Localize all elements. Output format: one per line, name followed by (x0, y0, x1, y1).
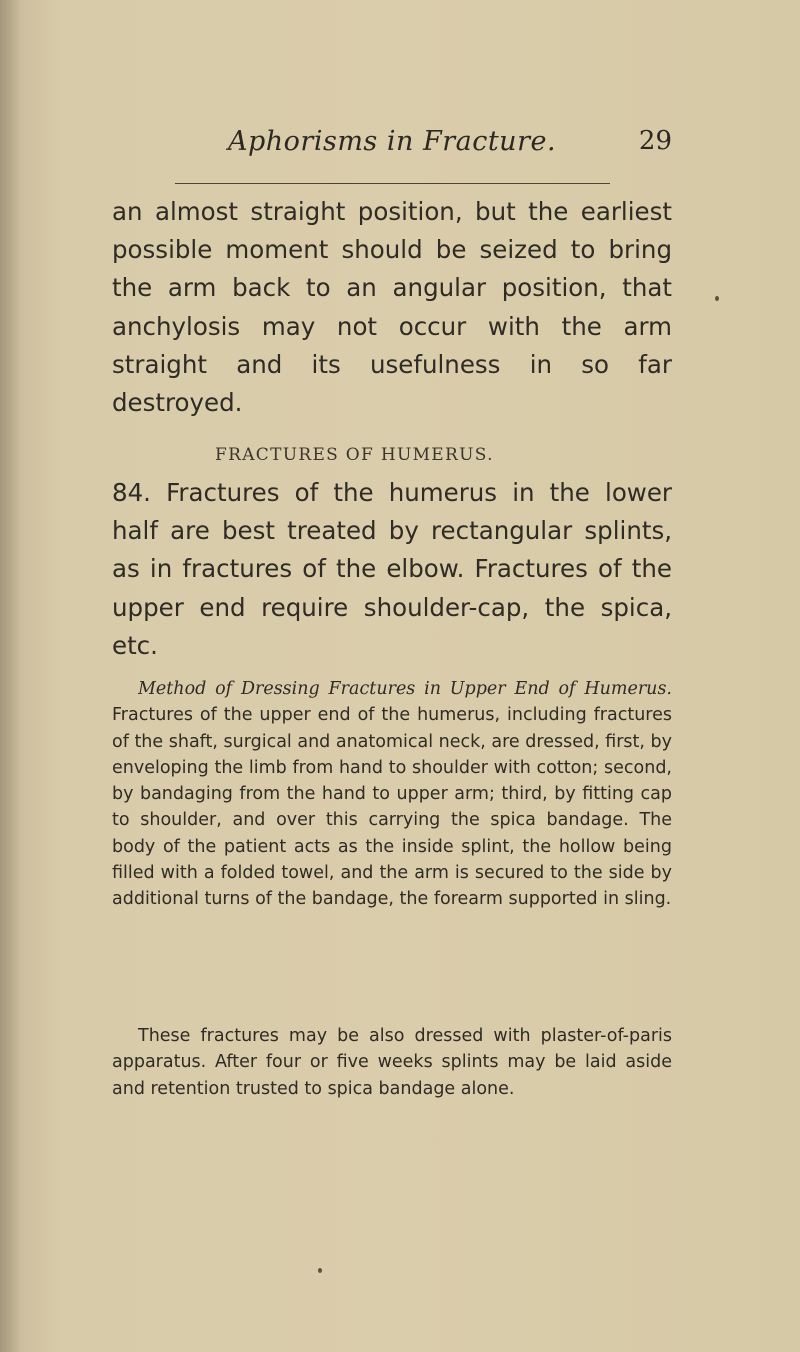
method-text: Fractures of the upper end of the humerus, including fractures of the shaft, surgical and anatomical neck, are dressed, first, by enveloping the limb from hand to shoulder with cotton; second, by bandaging from the hand to upper arm; third, by fitting cap to shoulder, and over this carrying the spica bandage. The body of the patient acts as the inside splint, the hollow being filled with a folded towel, and the arm is secured to the side by additional turns of the bandage, the forearm supported in sling. (112, 705, 672, 910)
aphorism-84: 84. Fractures of the humerus in the lower half are best treated by rectangular splints, as in fractures of the elbow. Fractures of the upper end require shoulder-cap, the spica, etc. (112, 478, 672, 660)
page-number: 29 (638, 126, 672, 156)
section-heading: FRACTURES OF HUMERUS. (215, 445, 494, 465)
print-speck (715, 296, 719, 301)
closing-paragraph: These fractures may be also dressed with plaster-of-paris apparatus. After four or five weeks splints may be laid aside and retention trusted to spica bandage alone. (112, 1026, 672, 1099)
running-title: Aphorisms in Fracture. (228, 126, 557, 157)
continuation-paragraph: an almost straight position, but the earliest possible moment should be seized to bring the arm back to an angular position, that anchylosis may not occur with the arm straight and its usefulness in so far destroyed. (112, 197, 672, 418)
print-speck (318, 1268, 322, 1273)
gutter-shadow (0, 0, 22, 1352)
running-head (112, 126, 672, 166)
header-rule (175, 183, 610, 184)
method-title: Method of Dressing Fractures in Upper End of Humerus. (138, 679, 672, 699)
method-paragraph (112, 676, 672, 913)
